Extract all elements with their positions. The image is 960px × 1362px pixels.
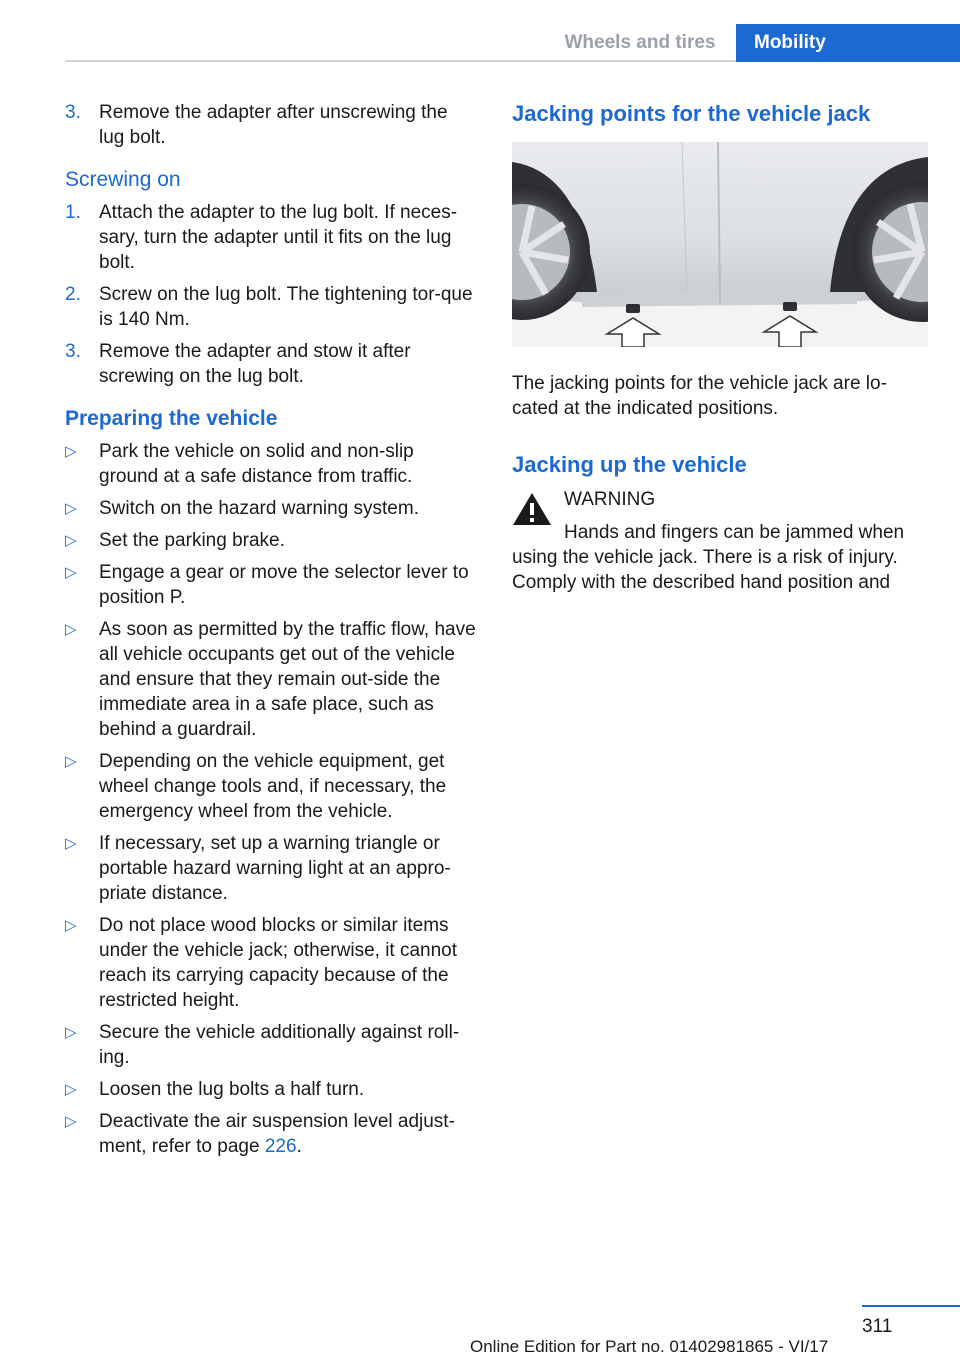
page-link[interactable]: 226 — [264, 1136, 297, 1157]
step-text: Remove the adapter after unscrewing the lug bolt. — [99, 102, 448, 148]
jacking-pad-front — [626, 304, 640, 313]
list-item — [65, 913, 477, 1013]
triangle-bullet-icon: ▷ — [65, 532, 77, 549]
triangle-bullet-icon: ▷ — [65, 1024, 77, 1041]
step-text: Screw on the lug bolt. The tightening tor‐que is 140 Nm. — [99, 284, 473, 330]
step-item — [65, 282, 477, 332]
step-number: 3. — [65, 102, 81, 123]
page-number: 311 — [862, 1316, 893, 1337]
list-item — [65, 1020, 477, 1070]
triangle-bullet-icon: ▷ — [65, 443, 77, 460]
warning-text: Hands and fingers can be jammed when using the vehicle jack. There is a risk of injury. Comply with the described hand position and — [512, 522, 905, 593]
triangle-bullet-icon: ▷ — [65, 917, 77, 934]
right-column — [512, 100, 932, 595]
triangle-bullet-icon: ▷ — [65, 753, 77, 770]
step-item — [65, 339, 477, 389]
list-item — [65, 560, 477, 610]
section-title-jacking-points: Jacking points for the vehicle jack — [512, 101, 871, 126]
list-item — [65, 831, 477, 906]
bullet-text: Deactivate the air suspension level adjust‐ment, refer to page — [99, 1111, 455, 1157]
step-item — [65, 200, 477, 275]
bullet-text: If necessary, set up a warning triangle or portable hazard warning light at an appro‐priate distance. — [99, 833, 451, 904]
figure-caption: The jacking points for the vehicle jack are lo‐cated at the indicated positions. — [512, 373, 887, 419]
bullet-text: Do not place wood blocks or similar items under the vehicle jack; otherwise, it cannot reach its carrying capacity because of the restricted height. — [99, 915, 458, 1011]
bullet-text: Depending on the vehicle equipment, get wheel change tools and, if necessary, the emergency wheel from the vehicle. — [99, 751, 447, 822]
step-number: 3. — [65, 341, 81, 362]
bullet-text: Switch on the hazard warning system. — [99, 498, 419, 519]
step-number: 2. — [65, 284, 81, 305]
header-section-tab[interactable]: Wheels and tires — [564, 31, 716, 53]
list-item — [65, 439, 477, 489]
jacking-pad-rear — [783, 302, 797, 311]
triangle-bullet-icon: ▷ — [65, 1113, 77, 1130]
bullet-text: Set the parking brake. — [99, 530, 285, 551]
bullet-end: . — [296, 1136, 302, 1157]
triangle-bullet-icon: ▷ — [65, 835, 77, 852]
triangle-bullet-icon: ▷ — [65, 500, 77, 517]
section-title-screwing-on: Screwing on — [65, 168, 181, 191]
list-item — [65, 528, 477, 553]
warning-triangle-icon — [512, 491, 552, 527]
bullet-text: Loosen the lug bolts a half turn. — [99, 1079, 365, 1100]
top-steps — [65, 100, 477, 150]
list-item — [65, 1077, 477, 1102]
list-item — [65, 496, 477, 521]
warning-label: WARNING — [564, 489, 656, 510]
section-title-preparing: Preparing the vehicle — [65, 407, 278, 430]
warning-block — [512, 487, 932, 595]
bullet-text: Park the vehicle on solid and non-slip ground at a safe distance from traffic. — [99, 441, 414, 487]
step-text: Remove the adapter and stow it after screwing on the lug bolt. — [99, 341, 411, 387]
footer-edition: Online Edition for Part no. 01402981865 - VI/17 — [470, 1337, 829, 1356]
bullet-text: Engage a gear or move the selector lever to position P. — [99, 562, 469, 608]
header-chapter-tab[interactable]: Mobility — [736, 24, 960, 62]
triangle-bullet-icon: ▷ — [65, 621, 77, 638]
triangle-bullet-icon: ▷ — [65, 564, 77, 581]
left-column — [65, 100, 477, 1166]
step-text: Attach the adapter to the lug bolt. If neces‐sary, turn the adapter until it fits on the lug bolt. — [99, 202, 458, 273]
preparing-bullets — [65, 439, 477, 1159]
step-item — [65, 100, 477, 150]
list-item — [65, 1109, 477, 1159]
list-item — [65, 749, 477, 824]
bullet-text: Secure the vehicle additionally against roll‐ing. — [99, 1022, 460, 1068]
footer-rule — [862, 1305, 960, 1307]
bullet-text: As soon as permitted by the traffic flow, have all vehicle occupants get out of the vehicle and ensure that they remain out‐side the immediate area in a safe place, such as behind a guardrail. — [99, 619, 476, 740]
jacking-points-figure — [512, 142, 928, 347]
screwing-on-steps — [65, 200, 477, 389]
list-item — [65, 617, 477, 742]
section-title-jacking-up: Jacking up the vehicle — [512, 452, 747, 477]
triangle-bullet-icon: ▷ — [65, 1081, 77, 1098]
step-number: 1. — [65, 202, 81, 223]
